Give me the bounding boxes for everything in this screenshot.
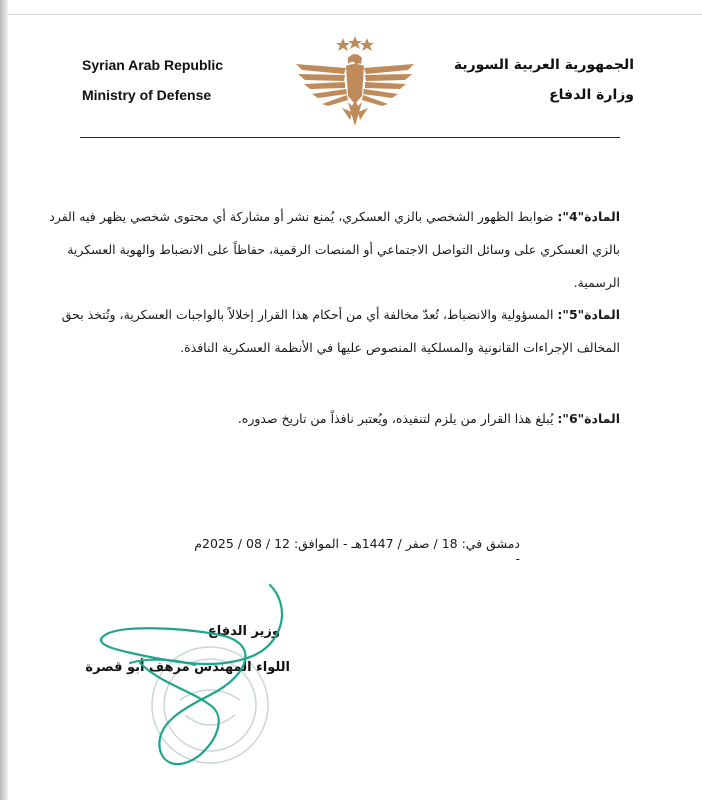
article-6-text: يُبلغ هذا القرار من يلزم لتنفيذه، ويُعتبر نافذاً من تاريخ صدوره. xyxy=(237,411,554,426)
eagle-emblem-icon xyxy=(290,34,420,130)
page-edge-shadow xyxy=(0,0,8,800)
article-6-label: المادة"6": xyxy=(557,411,620,426)
header-country-ar: الجمهورية العربية السورية xyxy=(453,57,634,73)
header-country-en: Syrian Arab Republic xyxy=(82,57,224,73)
article-4 xyxy=(40,200,620,299)
minister-name: اللواء المهندس مرهف أبو قصرة xyxy=(85,660,290,675)
issue-date: دمشق في: 18 / صفر / 1447هـ - الموافق: 12 / 08 / 2025م - xyxy=(194,536,520,566)
article-5-label: المادة"5": xyxy=(557,307,620,322)
header-ministry-en: Ministry of Defense xyxy=(82,87,212,103)
header-arabic xyxy=(434,50,634,110)
page-top-edge xyxy=(8,0,702,15)
article-6 xyxy=(40,402,620,435)
article-5-text: المسؤولية والانضباط، تُعدّ مخالفة أي من أحكام هذا القرار إخلالاً بالواجبات العسكرية، وتُتخذ بحق المخالف الإجراءات القانونية والمسلكية المنصوص عليها في الأنظمة العسكرية النافذة. xyxy=(61,307,620,355)
article-4-text: ضوابط الظهور الشخصي بالزي العسكري، يُمنع نشر أو مشاركة أي محتوى شخصي يظهر فيه الفرد بالزي العسكري على وسائل التواصل الاجتماعي أو المنصات الرقمية، حفاظاً على الانضباط والهوية العسكرية الرسمية. xyxy=(49,209,620,290)
minister-title: وزير الدفاع xyxy=(207,624,280,639)
header-ministry-ar: وزارة الدفاع xyxy=(549,87,634,103)
article-4-label: المادة"4": xyxy=(557,209,620,224)
header-divider xyxy=(80,137,620,138)
handwritten-signature-icon xyxy=(60,565,310,775)
header-english xyxy=(82,50,262,110)
article-5 xyxy=(40,298,620,364)
